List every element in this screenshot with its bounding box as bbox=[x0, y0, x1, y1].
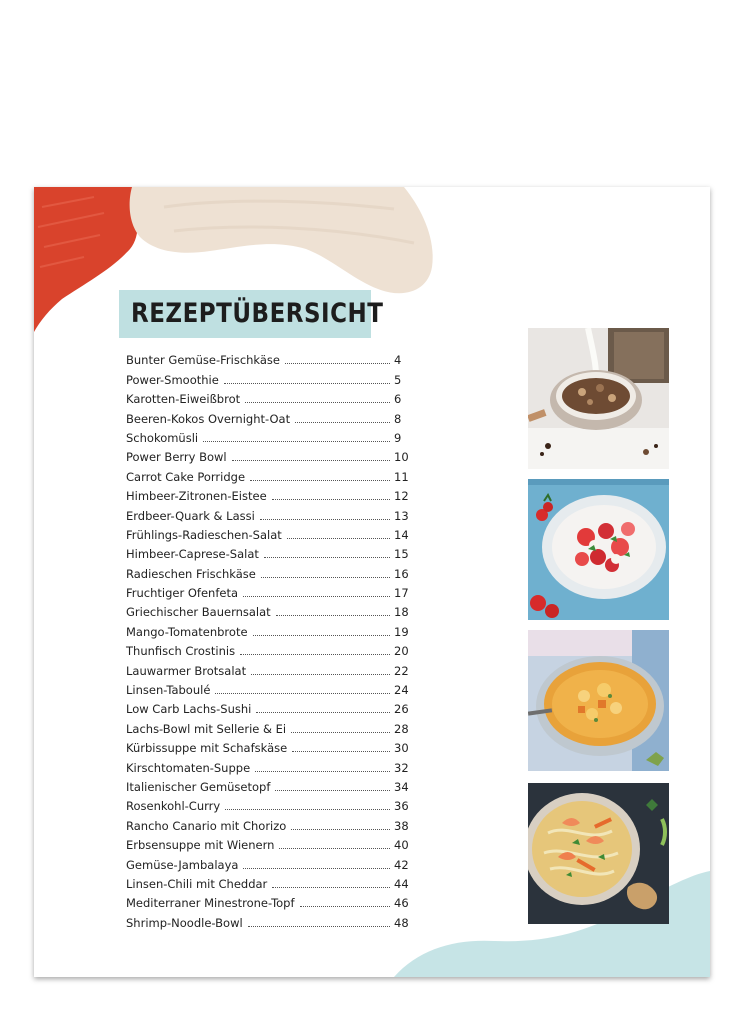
toc-entry bbox=[126, 504, 412, 523]
toc-entry bbox=[126, 388, 412, 407]
toc-recipe-title: Thunfisch Crostinis bbox=[126, 644, 236, 659]
toc-entry bbox=[126, 524, 412, 543]
toc-page-number: 5 bbox=[394, 372, 402, 387]
toc-recipe-title: Himbeer-Caprese-Salat bbox=[126, 547, 259, 562]
toc-dot-leader bbox=[276, 615, 390, 616]
toc-recipe-title: Beeren-Kokos Overnight-Oat bbox=[126, 411, 291, 426]
toc-entry bbox=[126, 368, 412, 387]
toc-dot-leader bbox=[243, 868, 390, 869]
toc-recipe-title: Mediterraner Minestrone-Topf bbox=[126, 896, 295, 911]
toc-recipe-title: Linsen-Taboulé bbox=[126, 683, 211, 698]
toc-entry bbox=[126, 601, 412, 620]
toc-dot-leader bbox=[240, 654, 390, 655]
toc-recipe-title: Fruchtiger Ofenfeta bbox=[126, 586, 239, 601]
toc-page-number: 9 bbox=[394, 430, 402, 445]
toc-dot-leader bbox=[245, 402, 390, 403]
toc-entry bbox=[126, 892, 412, 911]
toc-page-number: 4 bbox=[394, 353, 402, 368]
toc-dot-leader bbox=[225, 809, 390, 810]
toc-recipe-title: Bunter Gemüse-Frischkäse bbox=[126, 353, 281, 368]
toc-recipe-title: Low Carb Lachs-Sushi bbox=[126, 702, 252, 717]
toc-dot-leader bbox=[248, 926, 390, 927]
beige-brush-stroke bbox=[130, 187, 433, 293]
toc-page-number: 32 bbox=[394, 760, 409, 775]
toc-entry bbox=[126, 698, 412, 717]
toc-recipe-title: Gemüse-Jambalaya bbox=[126, 857, 239, 872]
toc-dot-leader bbox=[215, 693, 390, 694]
toc-dot-leader bbox=[292, 751, 390, 752]
toc-recipe-title: Rancho Canario mit Chorizo bbox=[126, 818, 287, 833]
toc-page-number: 44 bbox=[394, 876, 409, 891]
toc-page-number: 40 bbox=[394, 838, 409, 853]
toc-page-number: 6 bbox=[394, 392, 402, 407]
toc-entry bbox=[126, 543, 412, 562]
toc-entry bbox=[126, 756, 412, 775]
toc-page-number: 14 bbox=[394, 527, 409, 542]
shrimp-noodle-photo bbox=[528, 783, 669, 924]
toc-page-number: 48 bbox=[394, 915, 409, 930]
toc-dot-leader bbox=[260, 519, 390, 520]
toc-entry bbox=[126, 562, 412, 581]
toc-page-number: 42 bbox=[394, 857, 409, 872]
toc-page-number: 10 bbox=[394, 450, 409, 465]
toc-entry bbox=[126, 485, 412, 504]
toc-dot-leader bbox=[253, 635, 390, 636]
page-title: REZEPTÜBERSICHT bbox=[131, 299, 384, 329]
recipe-index bbox=[126, 349, 412, 931]
title-banner bbox=[119, 290, 384, 338]
toc-dot-leader bbox=[261, 577, 390, 578]
toc-dot-leader bbox=[250, 480, 390, 481]
toc-page-number: 13 bbox=[394, 508, 409, 523]
toc-dot-leader bbox=[300, 906, 390, 907]
toc-entry bbox=[126, 795, 412, 814]
toc-recipe-title: Kürbissuppe mit Schafskäse bbox=[126, 741, 288, 756]
toc-dot-leader bbox=[232, 460, 390, 461]
toc-dot-leader bbox=[264, 557, 390, 558]
toc-entry bbox=[126, 834, 412, 853]
muesli-milk-photo bbox=[528, 328, 669, 469]
toc-entry bbox=[126, 582, 412, 601]
toc-entry bbox=[126, 814, 412, 833]
toc-recipe-title: Power Berry Bowl bbox=[126, 450, 227, 465]
toc-entry bbox=[126, 427, 412, 446]
toc-dot-leader bbox=[203, 441, 390, 442]
toc-entry bbox=[126, 465, 412, 484]
toc-entry bbox=[126, 911, 412, 930]
toc-page-number: 26 bbox=[394, 702, 409, 717]
toc-page-number: 17 bbox=[394, 586, 409, 601]
toc-page-number: 16 bbox=[394, 566, 409, 581]
toc-page-number: 36 bbox=[394, 799, 409, 814]
toc-page-number: 12 bbox=[394, 489, 409, 504]
toc-dot-leader bbox=[243, 596, 390, 597]
toc-page-number: 38 bbox=[394, 818, 409, 833]
toc-recipe-title: Griechischer Bauernsalat bbox=[126, 605, 271, 620]
toc-page-number: 18 bbox=[394, 605, 409, 620]
toc-page-number: 46 bbox=[394, 896, 409, 911]
toc-dot-leader bbox=[287, 538, 390, 539]
toc-dot-leader bbox=[255, 771, 390, 772]
toc-dot-leader bbox=[291, 732, 390, 733]
toc-recipe-title: Kirschtomaten-Suppe bbox=[126, 760, 251, 775]
toc-dot-leader bbox=[256, 712, 390, 713]
toc-recipe-title: Shrimp-Noodle-Bowl bbox=[126, 915, 243, 930]
toc-recipe-title: Italienischer Gemüsetopf bbox=[126, 779, 271, 794]
toc-page-number: 19 bbox=[394, 624, 409, 639]
toc-page-number: 15 bbox=[394, 547, 409, 562]
toc-entry bbox=[126, 349, 412, 368]
toc-recipe-title: Erdbeer-Quark & Lassi bbox=[126, 508, 255, 523]
toc-entry bbox=[126, 640, 412, 659]
toc-recipe-title: Erbsensuppe mit Wienern bbox=[126, 838, 275, 853]
toc-page-number: 20 bbox=[394, 644, 409, 659]
toc-recipe-title: Radieschen Frischkäse bbox=[126, 566, 256, 581]
toc-page-number: 8 bbox=[394, 411, 402, 426]
toc-page-number: 22 bbox=[394, 663, 409, 678]
toc-recipe-title: Rosenkohl-Curry bbox=[126, 799, 221, 814]
toc-dot-leader bbox=[291, 829, 390, 830]
toc-dot-leader bbox=[279, 848, 390, 849]
toc-page-number: 11 bbox=[394, 469, 409, 484]
cookbook-page bbox=[34, 187, 710, 977]
toc-entry bbox=[126, 737, 412, 756]
toc-dot-leader bbox=[295, 422, 390, 423]
toc-entry bbox=[126, 873, 412, 892]
toc-recipe-title: Himbeer-Zitronen-Eistee bbox=[126, 489, 267, 504]
toc-recipe-title: Linsen-Chili mit Cheddar bbox=[126, 876, 268, 891]
toc-entry bbox=[126, 717, 412, 736]
pumpkin-soup-photo bbox=[528, 630, 669, 771]
toc-recipe-title: Power-Smoothie bbox=[126, 372, 219, 387]
toc-dot-leader bbox=[275, 790, 390, 791]
toc-recipe-title: Schokomüsli bbox=[126, 430, 199, 445]
toc-recipe-title: Lachs-Bowl mit Sellerie & Ei bbox=[126, 721, 287, 736]
toc-entry bbox=[126, 776, 412, 795]
toc-entry bbox=[126, 853, 412, 872]
toc-page-number: 30 bbox=[394, 741, 409, 756]
toc-dot-leader bbox=[272, 887, 390, 888]
toc-recipe-title: Mango-Tomatenbrote bbox=[126, 624, 248, 639]
toc-page-number: 34 bbox=[394, 779, 409, 794]
toc-dot-leader bbox=[224, 383, 390, 384]
toc-dot-leader bbox=[285, 363, 390, 364]
toc-recipe-title: Lauwarmer Brotsalat bbox=[126, 663, 247, 678]
toc-entry bbox=[126, 446, 412, 465]
toc-entry bbox=[126, 679, 412, 698]
toc-recipe-title: Frühlings-Radieschen-Salat bbox=[126, 527, 282, 542]
toc-dot-leader bbox=[272, 499, 390, 500]
toc-dot-leader bbox=[251, 674, 390, 675]
toc-recipe-title: Karotten-Eiweißbrot bbox=[126, 392, 241, 407]
toc-page-number: 24 bbox=[394, 683, 409, 698]
toc-recipe-title: Carrot Cake Porridge bbox=[126, 469, 246, 484]
toc-entry bbox=[126, 407, 412, 426]
strawberry-salad-photo bbox=[528, 479, 669, 620]
toc-entry bbox=[126, 659, 412, 678]
toc-entry bbox=[126, 620, 412, 639]
toc-page-number: 28 bbox=[394, 721, 409, 736]
